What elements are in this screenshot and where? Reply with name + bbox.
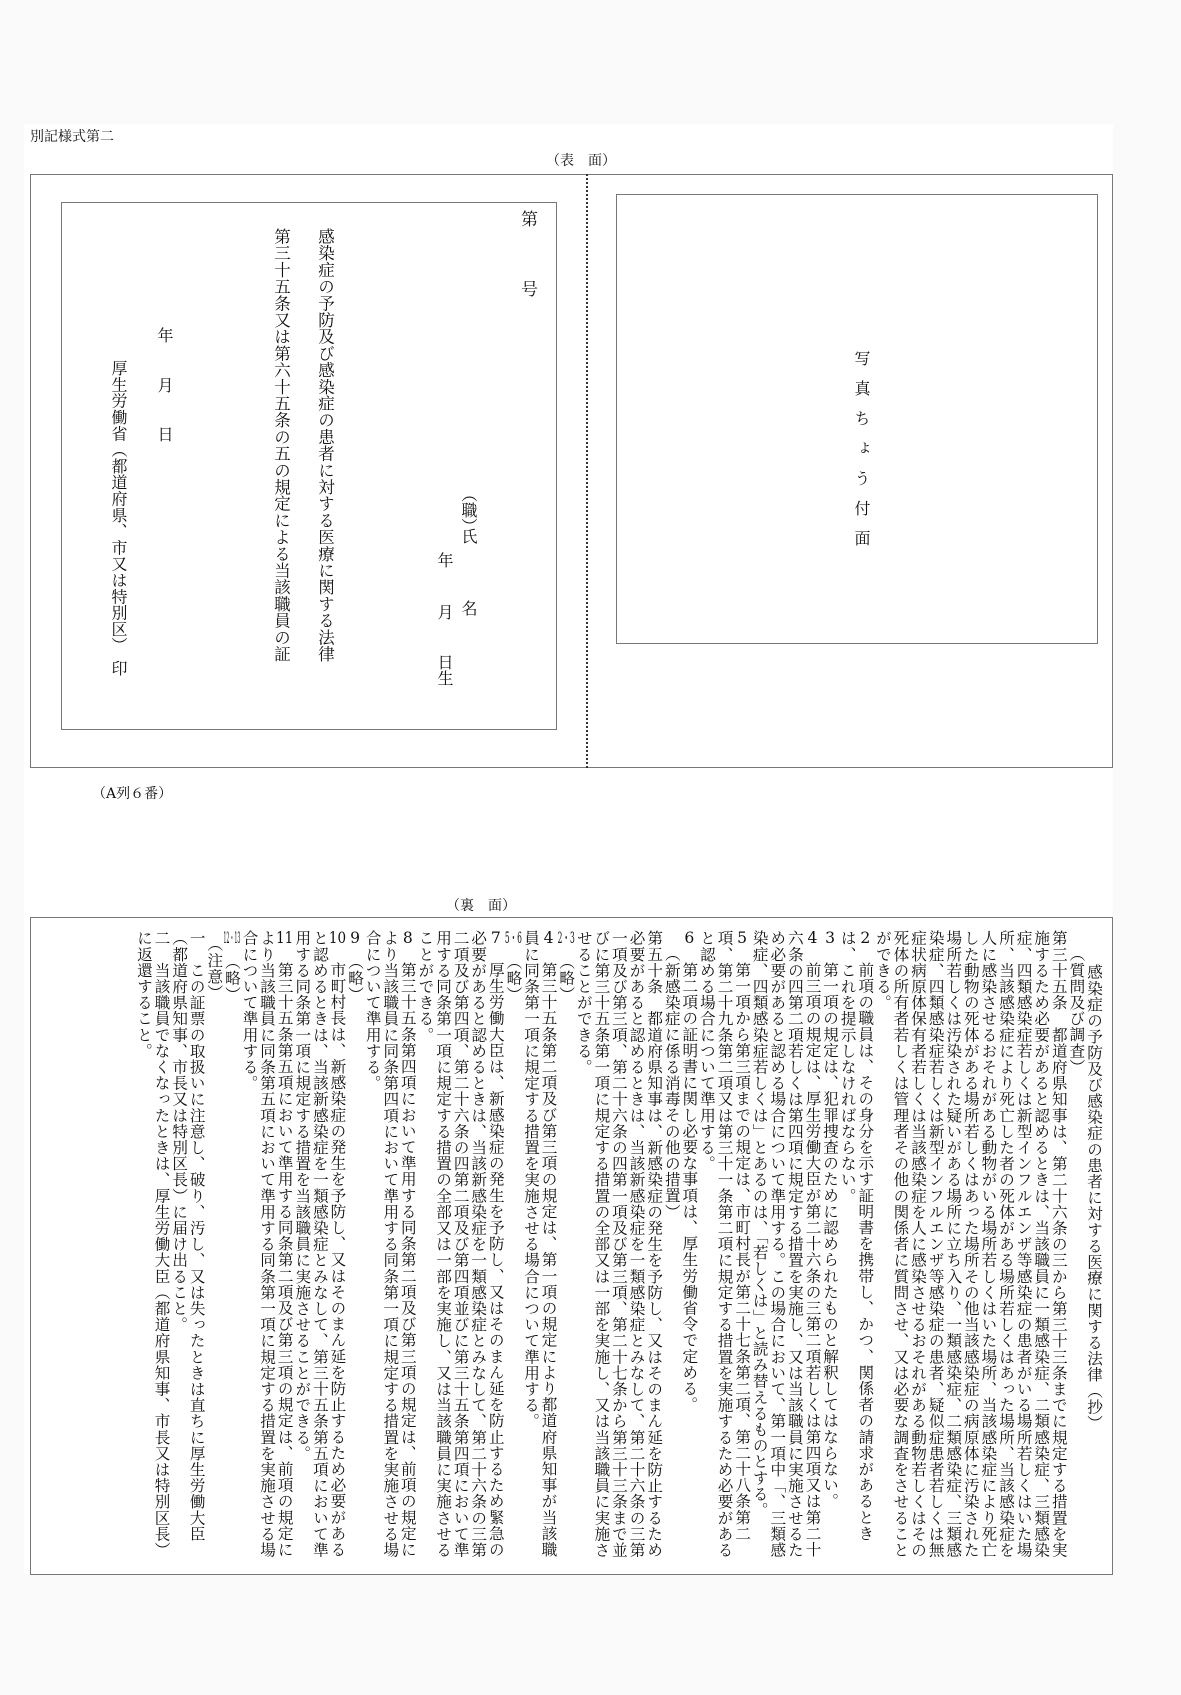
paragraph-number: 4 <box>543 930 554 946</box>
paragraph-text: 市町村長は、新感染症の発生を予防し、又はそのまん延を防止するため必要があると認めるときは、当該新感染症を一類感染症とみなして、第三十五条第五項において準用する同条第一項に規定する措置を当該職員に実施させることができる。 <box>293 930 347 1558</box>
note-item <box>170 930 205 1566</box>
paragraph-number: 5 <box>737 930 748 946</box>
article-35-paragraph <box>821 930 839 1566</box>
paragraph-text: 前項の職員は、その身分を示す証明書を携帯し、かつ、関係者の請求があるときは、これを提示しなければならない。 <box>838 930 875 1542</box>
article-35-paragraph <box>697 930 750 1566</box>
photo-area-label: 写真ちょう付面 <box>852 350 871 560</box>
issue-year-label: 年 <box>155 327 174 343</box>
birth-year-label: 年 <box>435 552 454 568</box>
paragraph-number: 2 <box>860 930 871 946</box>
front-side-label: （表 面） <box>546 153 616 169</box>
issuer-label: 厚生労働省（都道府県、市又は特別区） <box>109 360 128 654</box>
paragraph-number: 6 <box>684 930 695 946</box>
article-50-paragraph <box>240 930 293 1566</box>
note-text: 当該職員でなくなったときは、厚生労働大臣（都道府県知事、市長又は特別区長）に返還すること。 <box>134 930 171 1558</box>
paragraph-text: 第三十五条第四項において準用する同条第二項及び第三項の規定は、前項の規定により当該職員に同条第四項において準用する同条第一項に規定する措置を実施させる場合について準用する。 <box>363 930 417 1558</box>
article-35: 第三十五条 都道府県知事は、第二十六条の三から第三十三条までに規定する措置を実施するため必要があると認めるときは、当該職員に一類感染症、二類感染症、三類感染症、四類感染症若しくは新型インフルエンザ等感染症の患者がいる場所若しくはいた場所、当該感染症により死亡した者の死体がある場所若しくはあった場所、当該感染症を人に感染させるおそれがある動物がいる場所若しくはいた場所、当該感染症により死亡した動物の死体がある場所若しくはあった場所その他当該感染症の病原体に汚染された場所若しくは汚染された疑いがある場所に立ち入り、一類感染症、二類感染症、三類感染症、四類感染症若しくは新型インフルエンザ等感染症の患者、疑似症患者若しくは無症状病原体保有者若しくは当該感染症を人に感染させるおそれがある動物若しくはその死体の所有者若しくは管理者その他の関係者に質問させ、又は必要な調査をさせることができる。 <box>873 930 1068 1558</box>
article-50-paragraph <box>504 930 522 1566</box>
paragraph-number: 7 <box>490 930 501 946</box>
job-label: （職） <box>459 486 478 534</box>
article-35-paragraph <box>750 930 820 1566</box>
section-heading: （新感染症に係る消毒その他の措置） <box>662 946 681 1220</box>
article-50-paragraph <box>363 930 416 1566</box>
fold-line <box>586 174 588 768</box>
paragraph-text: 第三十五条第五項において準用する同条第二項及び第三項の規定は、前項の規定により当該職員に同条第五項において準用する同条第一項に規定する措置を実施させる場合について準用する。 <box>240 930 294 1558</box>
article-50: 第五十条 都道府県知事は、新感染症の発生を予防し、又はそのまん延を防止するため必要があると認めるときは、当該新感染症を一類感染症とみなして、第二十六条の三第一項及び第三項、第二十六条の四第一項及び第三項、第二十七条から第三十三条まで並びに第三十五条第一項に規定する措置の全部又は一部を実施し、又は当該職員に実施させることができる。 <box>574 930 664 1558</box>
paragraph-number: 8 <box>402 930 413 946</box>
paragraph-number: 11 <box>276 930 294 946</box>
issue-month-label: 月 <box>155 377 174 393</box>
note-number: 一 <box>187 930 206 947</box>
paragraph-text: 前三項の規定は、厚生労働大臣が第二十六条の三第二項若しくは第四項又は第二十六条の四第二項若しくは第四項に規定する措置を実施し、又は当該職員に実施させるため必要があると認める場合について準用する。この場合において、第一項中「、三類感染症、四類感染症若しくは」とあるのは、「若しくは」と読み替えるものとする。 <box>750 930 822 1558</box>
paragraph-text: （略） <box>504 961 523 1003</box>
article-50-paragraph <box>521 930 556 1566</box>
paragraph-number: 9 <box>350 930 361 946</box>
paragraph-text: 第三十五条第二項及び第三項の規定は、第一項の規定により都道府県知事が当該職員に同条第一項に規定する措置を実施させる場合について準用する。 <box>522 930 558 1558</box>
certificate-number-prefix: 第 <box>517 210 537 227</box>
paragraph-text: （略） <box>222 961 241 1003</box>
article-50-paragraph <box>345 930 363 1566</box>
paragraph-text: 厚生労働大臣は、新感染症の発生を予防し、又はそのまん延を防止するため緊急の必要があると認めるときは、当該新感染症を一類感染症とみなして、第二十六条の三第二項及び第四項、第二十六条の四第二項及び第四項並びに第三十五条第四項において準用する同条第一項に規定する措置の全部又は一部を実施し、又は当該職員に実施させることができる。 <box>416 930 505 1558</box>
issue-day-label: 日 <box>155 426 174 442</box>
paragraph-text: 第一項の規定は、犯罪捜査のために認められたものと解釈してはならない。 <box>821 961 840 1510</box>
section-heading: （質問及び調査） <box>1067 946 1086 1075</box>
article-50-paragraph <box>293 930 346 1566</box>
certificate-number-suffix: 号 <box>517 280 537 297</box>
certificate-title-line1: 感染症の予防及び感染症の患者に対する医療に関する法律 <box>315 228 335 663</box>
form-label: 別記様式第二 <box>30 129 114 145</box>
paragraph-number: 5・6 <box>504 930 522 946</box>
certificate-panel <box>61 202 557 730</box>
back-law-excerpt <box>34 930 1102 1566</box>
law-title: 感染症の予防及び感染症の患者に対する医療に関する法律（抄） <box>1085 964 1103 1431</box>
paragraph-text: 第二項の証明書に関し必要な事項は、厚生労働省令で定める。 <box>680 961 699 1413</box>
article-50-paragraph <box>222 930 240 1566</box>
paragraph-number: 3 <box>825 930 836 946</box>
notes-heading: （注意） <box>205 936 224 1001</box>
article-50-paragraph <box>416 930 504 1566</box>
seal-label: 印 <box>109 660 128 676</box>
paragraph-number: 4 <box>807 930 818 946</box>
paragraph-number: 2・3 <box>557 930 575 946</box>
paper-size-label: （A列６番） <box>92 786 173 802</box>
back-side-label: （裏 面） <box>446 898 516 914</box>
note-number: 二 <box>152 930 171 947</box>
name-label: 氏 名 <box>459 528 478 636</box>
paragraph-text: （略） <box>346 961 365 1003</box>
paragraph-number: 10 <box>328 930 347 946</box>
paragraph-number: 12・13 <box>223 930 241 946</box>
article-35-paragraph <box>838 930 873 1566</box>
note-item <box>134 930 169 1566</box>
certificate-title-line2: 第三十五条又は第六十五条の五の規定による当該職員の証 <box>271 228 291 663</box>
birth-month-label: 月 <box>435 604 454 620</box>
paragraph-text: （略） <box>557 961 576 1003</box>
paragraph-text: 第一項から第三項までの規定は、市町村長が第二十七条第二項、第二十八条第二項、第二十九条第二項又は第三十一条第二項に規定する措置を実施するため必要があると認める場合について準用する。 <box>697 930 752 1558</box>
note-text: この証票の取扱いに注意し、破り、汚し、又は失ったときは直ちに厚生労働大臣（都道府県知事、市長又は特別区長）に届け出ること。 <box>170 930 206 1542</box>
birth-day-label: 日生 <box>435 654 454 686</box>
article-35-paragraph <box>680 930 698 1566</box>
article-50-paragraph <box>557 930 575 1566</box>
